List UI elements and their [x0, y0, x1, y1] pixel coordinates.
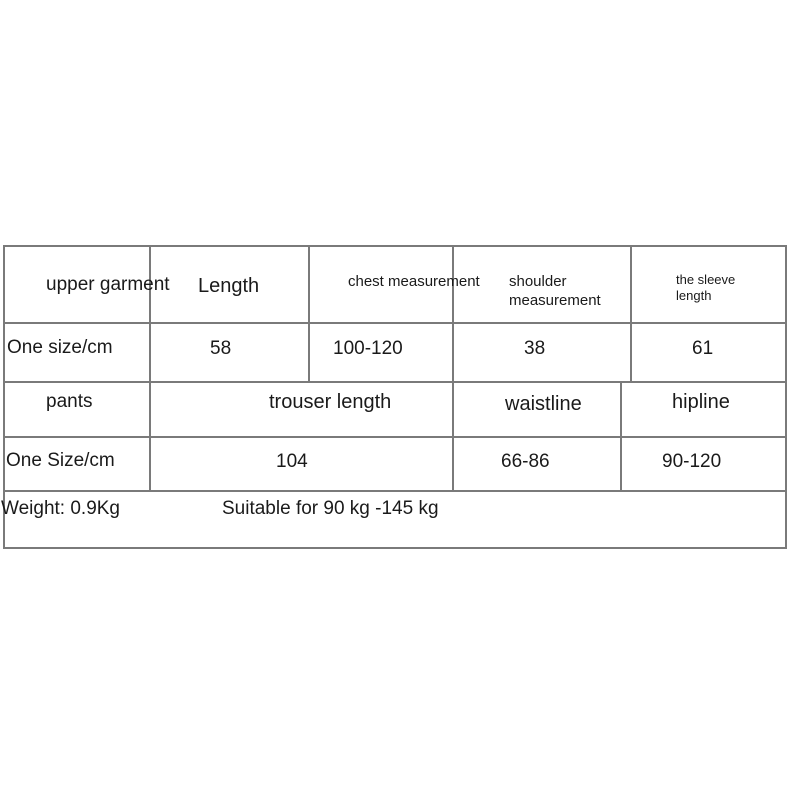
header-sleeve-line1: the sleeve — [676, 272, 736, 287]
top-size-label: One size/cm — [7, 337, 113, 358]
header-waistline: waistline — [505, 393, 582, 415]
weight-text: Weight: 0.9Kg — [1, 498, 121, 519]
top-chest-value: 100-120 — [333, 338, 403, 359]
pants-waistline-value: 66-86 — [501, 451, 550, 472]
header-chest-measurement: chest measurement — [348, 273, 480, 290]
top-sleeve-value: 61 — [692, 338, 714, 359]
header-upper-garment: upper garment — [46, 274, 170, 295]
header-pants: pants — [46, 391, 93, 412]
pants-hipline-value: 90-120 — [662, 451, 722, 472]
suitable-weight-text: Suitable for 90 kg -145 kg — [222, 498, 439, 519]
top-shoulder-value: 38 — [524, 338, 546, 359]
pants-size-label: One Size/cm — [6, 450, 115, 471]
top-length-value: 58 — [210, 338, 232, 359]
header-length: Length — [198, 275, 260, 297]
pants-trouser-length-value: 104 — [276, 451, 308, 472]
header-hipline: hipline — [672, 391, 730, 413]
header-trouser-length: trouser length — [269, 391, 392, 413]
header-shoulder-line1: shoulder — [509, 273, 567, 290]
header-shoulder-line2: measurement — [509, 292, 601, 309]
header-sleeve-line2: length — [676, 288, 712, 303]
